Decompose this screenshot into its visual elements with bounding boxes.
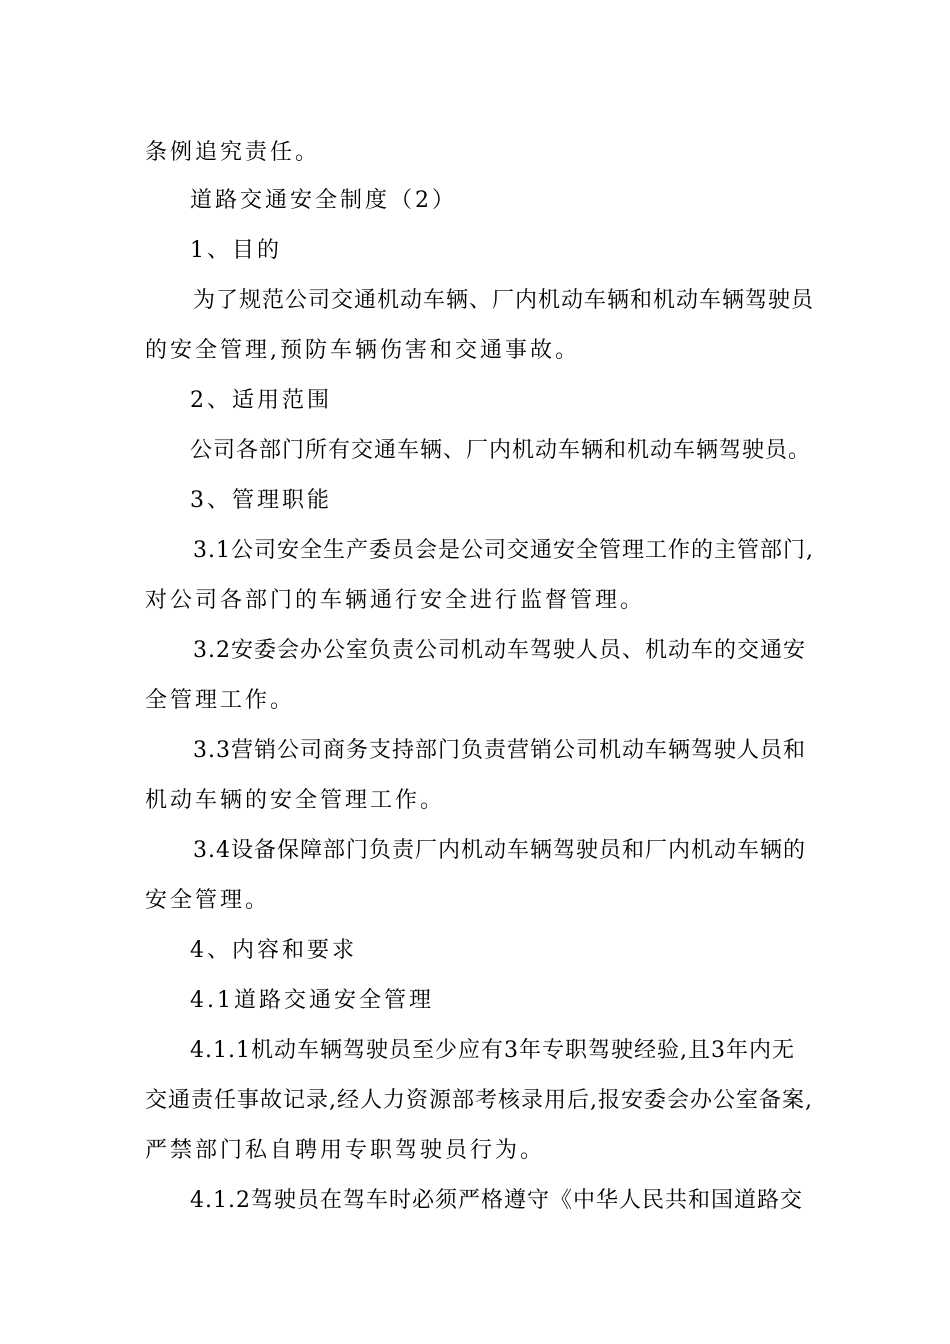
text-line: 机动车辆的安全管理工作。 [145, 788, 446, 813]
text-line: 3.4设备保障部门负责厂内机动车辆驾驶员和厂内机动车辆的 [193, 838, 806, 863]
subsection-heading: 4.1道路交通安全管理 [190, 988, 434, 1013]
text-line: 3.2安委会办公室负责公司机动车驾驶人员、机动车的交通安 [193, 638, 806, 663]
section-heading: 3、管理职能 [190, 488, 332, 513]
section-heading: 1、目的 [190, 238, 282, 263]
text-line: 安全管理。 [145, 888, 271, 913]
text-line: 的安全管理,预防车辆伤害和交通事故。 [145, 338, 580, 363]
section-heading: 4、内容和要求 [190, 938, 357, 963]
text-line: 严禁部门私自聘用专职驾驶员行为。 [145, 1138, 546, 1163]
text-line: 3.3营销公司商务支持部门负责营销公司机动车辆驾驶人员和 [193, 738, 806, 763]
text-line: 4.1.1机动车辆驾驶员至少应有3年专职驾驶经验,且3年内无 [190, 1038, 795, 1063]
text-line: 为了规范公司交通机动车辆、厂内机动车辆和机动车辆驾驶员 [193, 288, 815, 313]
text-line: 全管理工作。 [145, 688, 296, 713]
text-line: 交通责任事故记录,经人力资源部考核录用后,报安委会办公室备案, [145, 1088, 813, 1113]
text-line: 3.1公司安全生产委员会是公司交通安全管理工作的主管部门, [193, 538, 814, 563]
text-line: 4.1.2驾驶员在驾车时必须严格遵守《中华人民共和国道路交 [190, 1188, 803, 1213]
text-line: 公司各部门所有交通车辆、厂内机动车辆和机动车辆驾驶员。 [190, 438, 812, 463]
section-heading: 道路交通安全制度（2） [190, 188, 457, 213]
section-heading: 2、适用范围 [190, 388, 332, 413]
text-line: 条例追究责任。 [145, 140, 321, 165]
text-line: 对公司各部门的车辆通行安全进行监督管理。 [145, 588, 646, 613]
